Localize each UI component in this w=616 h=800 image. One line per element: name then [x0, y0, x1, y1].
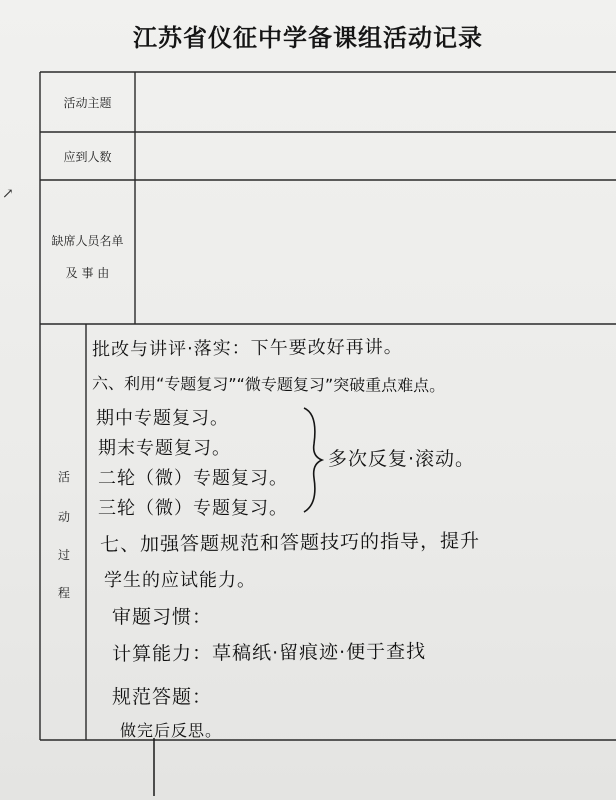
handwritten-line: 多次反复·滚动。 [328, 448, 476, 470]
handwritten-line: 期末专题复习。 [98, 438, 231, 459]
handwritten-line: 学生的应试能力。 [104, 570, 256, 591]
handwritten-line: 七、加强答题规范和答题技巧的指导，提升 [99, 530, 481, 556]
label-expected-attendance: 应到人数 [63, 150, 112, 164]
handwritten-line: 六、利用“专题复习”“微专题复习”突破重点难点。 [91, 373, 446, 396]
pen-stroke [150, 738, 158, 798]
label-process-char-3: 过 [57, 548, 70, 562]
value-activity-theme [140, 90, 600, 120]
label-activity-theme: 活动主题 [63, 96, 112, 110]
handwritten-line: 做完后反思。 [120, 721, 223, 740]
handwritten-line: 计算能力：草稿纸·留痕迹·便于查找 [111, 640, 427, 666]
handwritten-brace [296, 404, 326, 516]
handwritten-line: 二轮（微）专题复习。 [98, 468, 288, 489]
handwritten-line: 规范答题： [112, 686, 213, 708]
handwritten-line: 三轮（微）专题复习。 [98, 498, 288, 519]
document-title: 江苏省仪征中学备课组活动记录 [133, 23, 483, 52]
label-absentees: 缺席人员名单 [51, 234, 124, 248]
handwritten-line: 审题习惯： [112, 606, 213, 628]
handwritten-line: 期中专题复习。 [96, 408, 229, 429]
margin-mark: ↗ [2, 186, 14, 202]
label-process-char-2: 动 [57, 510, 70, 524]
value-absentees [140, 200, 600, 300]
label-process-char-4: 程 [57, 586, 70, 600]
label-process-char-1: 活 [57, 470, 70, 484]
handwritten-line: 批改与讲评·落实：下午要改好再讲。 [91, 336, 403, 361]
label-absentees-reason: 及 事 由 [65, 266, 110, 280]
value-expected-attendance [140, 144, 600, 174]
